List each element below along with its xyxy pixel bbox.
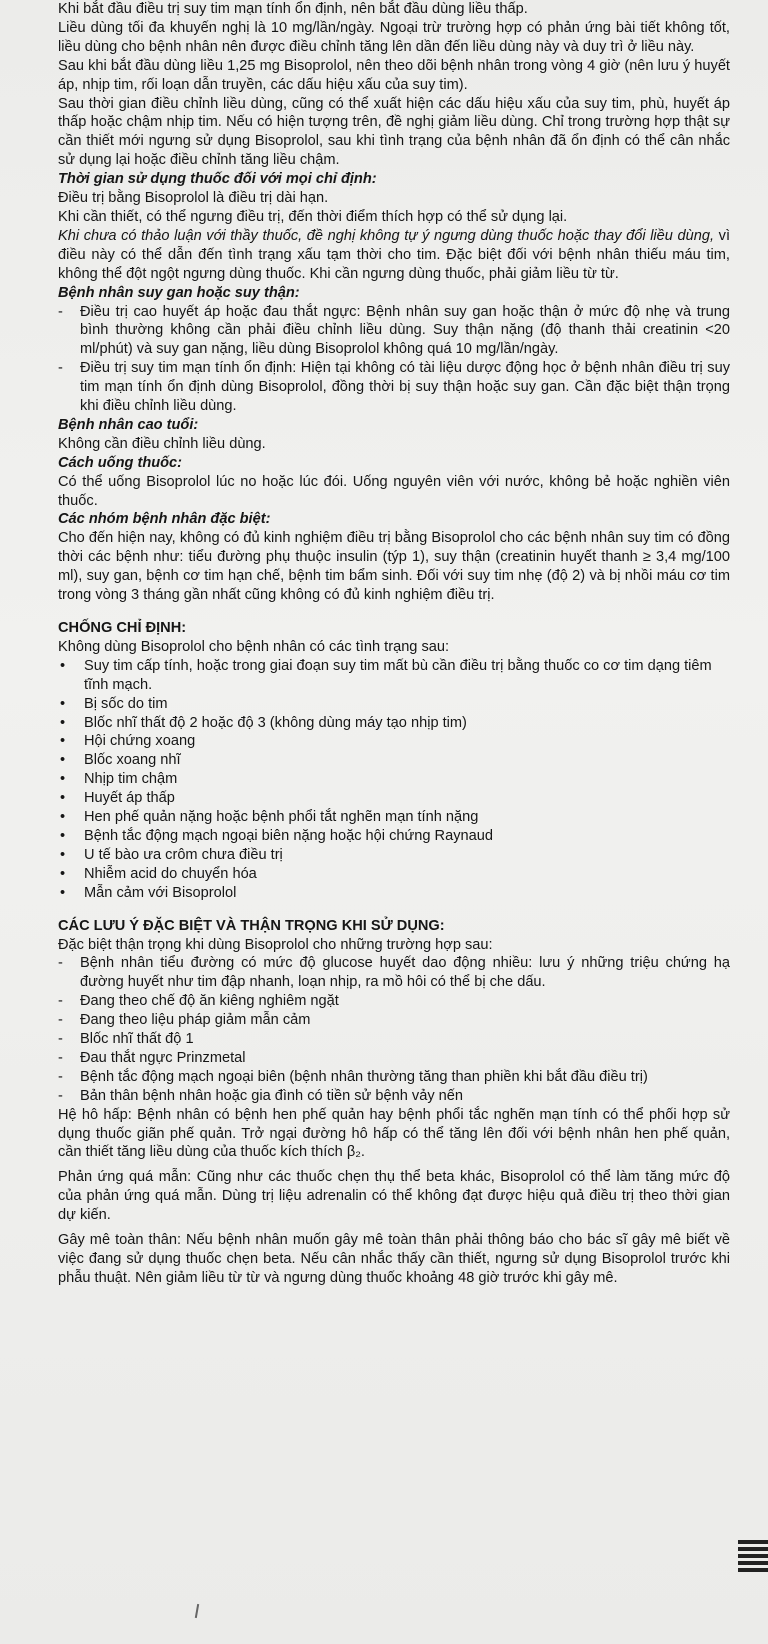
list-item: • Bị sốc do tim (60, 695, 168, 712)
special-groups-text: Cho đến hiện nay, không có đủ kinh nghiệm điều trị bằng Bisoprolol cho các bệnh nhân suy tim có đồng thời các bệnh như: tiểu đường phụ thuộc insulin (týp 1), suy thận (creatinin huyết thanh ≥ 3,4 mg/100 ml), suy gan, bệnh cơ tim hạn chế, bệnh tim bẩm sinh. Đối với suy tim nhẹ (độ 2) và bị nhồi máu cơ tim trong vòng 3 tháng gần nhất cũng không có đủ kinh nghiệm điều trị. (58, 530, 730, 604)
administration-heading: Cách uống thuốc: (58, 454, 183, 471)
administration-text: Có thể uống Bisoprolol lúc no hoặc lúc đói. Uống nguyên viên với nước, không bẻ hoặc nghiền viên thuốc. (58, 473, 730, 509)
leaflet-text (58, 0, 730, 1288)
list-item: • Huyết áp thấp (60, 790, 175, 807)
renal-heading: Bệnh nhân suy gan hoặc suy thận: (58, 284, 300, 301)
list-item: • Hội chứng xoang (60, 733, 196, 750)
list-item: • Hen phế quản nặng hoặc bệnh phổi tắt nghẽn mạn tính nặng (60, 809, 479, 826)
duration-warning: Khi chưa có thảo luận với thầy thuốc, đề nghị không tự ý ngưng dùng thuốc hoặc thay đổi liều dùng, (58, 227, 715, 244)
dosing-max: Liều dùng tối đa khuyến nghị là 10 mg/lần/ngày. Ngoại trừ trường hợp có phản ứng bài tiết không tốt, liều dùng cho bệnh nhân nên được điều chỉnh tăng lên dần đến liều dùng này và duy trì ở liều này. (58, 19, 730, 55)
respiratory-text: Hệ hô hấp: Bệnh nhân có bệnh hen phế quản hay bệnh phổi tắc nghẽn mạn tính có thể phối hợp sử dụng thuốc giãn phế quản. Trở ngại đường hô hấp có thể tăng lên đối với bệnh nhân hen phế quản, cần thiết tăng liều dùng của thuốc kích thích β₂. (58, 1106, 730, 1161)
list-item: • Mẫn cảm với Bisoprolol (60, 884, 237, 901)
dosing-adjust: Sau thời gian điều chỉnh liều dùng, cũng có thể xuất hiện các dấu hiệu xấu của suy tim, phù, huyết áp thấp hoặc chậm nhịp tim. Nếu có hiện tượng trên, đề nghị giảm liều dùng. Chỉ trong trường hợp thật sự cần thiết mới ngưng sử dụng Bisoprolol, sau khi tình trạng của bệnh nhân đã ổn định có thể cân nhắc sử dụng lại hoặc điều chỉnh tăng liều chậm. (58, 95, 730, 169)
list-item: - Bệnh nhân tiểu đường có mức độ glucose huyết dao động nhiều: lưu ý những triệu chứng hạ đường huyết như tim đập nhanh, loạn nhịp, ra mồ hôi có thể bị che dấu. (58, 955, 730, 991)
list-item: - Đang theo liệu pháp giảm mẫn cảm (58, 1012, 311, 1029)
elderly-heading: Bệnh nhân cao tuổi: (58, 416, 199, 433)
duration-p2: Khi cần thiết, có thể ngưng điều trị, đến thời điểm thích hợp có thể sử dụng lại. (58, 208, 568, 225)
fold-mark (195, 1604, 199, 1618)
list-item: • Bệnh tắc động mạch ngoại biên nặng hoặc hội chứng Raynaud (60, 827, 493, 844)
duration-heading: Thời gian sử dụng thuốc đối với mọi chỉ định: (58, 171, 377, 188)
list-item: • U tế bào ưa crôm chưa điều trị (60, 846, 283, 863)
list-item: - Đau thắt ngực Prinzmetal (58, 1049, 246, 1066)
precautions-heading: CÁC LƯU Ý ĐẶC BIỆT VÀ THẬN TRỌNG KHI SỬ DỤNG: (58, 917, 445, 934)
list-item: • Suy tim cấp tính, hoặc trong giai đoạn suy tim mất bù cần điều trị bằng thuốc co cơ tim dạng tiêm tĩnh mạch. (60, 657, 712, 693)
list-item: - Điều trị suy tim mạn tính ổn định: Hiện tại không có tài liệu dược động học ở bệnh nhân điều trị suy tim mạn tính ổn định dùng Bisoprolol, đồng thời bị suy thận hoặc suy gan. Cần đặc biệt thận trọng khi điều chỉnh liều dùng. (58, 360, 730, 415)
list-item: • Nhịp tim chậm (60, 771, 178, 788)
contraindications-heading: CHỐNG CHỈ ĐỊNH: (58, 620, 187, 636)
dosing-start: Khi bắt đầu điều trị suy tim mạn tính ổn định, nên bắt đầu dùng liều thấp. (58, 1, 528, 17)
list-item: - Bản thân bệnh nhân hoặc gia đình có tiền sử bệnh vảy nến (58, 1087, 464, 1104)
contraindications-intro: Không dùng Bisoprolol cho bệnh nhân có các tình trạng sau: (58, 638, 450, 655)
dosing-monitor: Sau khi bắt đầu dùng liều 1,25 mg Bisoprolol, nên theo dõi bệnh nhân trong vòng 4 giờ (nên lưu ý huyết áp, nhịp tim, rối loạn dẫn truyền, các dấu hiệu xấu của suy tim). (58, 57, 730, 93)
elderly-text: Không cần điều chỉnh liều dùng. (58, 435, 266, 452)
hypersensitivity-text: Phản ứng quá mẫn: Cũng như các thuốc chẹn thụ thể beta khác, Bisoprolol có thể làm tăng mức độ của phản ứng quá mẫn. Dùng trị liệu adrenalin có thể không đạt được hiệu quả điều trị theo thời gian dự kiến. (58, 1169, 730, 1224)
list-item: • Blốc xoang nhĩ (60, 752, 181, 769)
list-item: • Nhiễm acid do chuyển hóa (60, 865, 257, 882)
anesthesia-text: Gây mê toàn thân: Nếu bệnh nhân muốn gây mê toàn thân phải thông báo cho bác sĩ gây mê biết về việc đang sử dụng thuốc chẹn beta. Nếu cân nhắc thấy cần thiết, ngưng sử dụng Bisoprolol trước khi phẫu thuật. Nên giảm liều từ từ và ngưng dùng thuốc khoảng 48 giờ trước khi gây mê. (58, 1232, 730, 1286)
duration-p1: Điều trị bằng Bisoprolol là điều trị dài hạn. (58, 190, 329, 207)
list-item: - Blốc nhĩ thất độ 1 (58, 1031, 194, 1048)
list-item: - Điều trị cao huyết áp hoặc đau thắt ngực: Bệnh nhân suy gan hoặc thận ở mức độ nhẹ và trung bình thường không cần phải điều chỉnh liều dùng. Suy thận nặng (độ thanh thải creatinin <20 ml/phút) và suy gan nặng, liều dùng Bisoprolol không quá 10 mg/lần/ngày. (58, 303, 730, 358)
list-item: - Bệnh tắc động mạch ngoại biên (bệnh nhân thường tăng than phiền khi bắt đầu điều trị) (58, 1068, 648, 1085)
list-item: - Đang theo chế độ ăn kiêng nghiêm ngặt (58, 993, 339, 1010)
special-groups-heading: Các nhóm bệnh nhân đặc biệt: (58, 511, 271, 528)
precautions-intro: Đặc biệt thận trọng khi dùng Bisoprolol cho những trường hợp sau: (58, 936, 493, 953)
list-item: • Blốc nhĩ thất độ 2 hoặc độ 3 (không dùng máy tạo nhịp tim) (60, 714, 467, 731)
edge-print-marks (738, 1540, 768, 1575)
duration-detail: vì điều này có thể dẫn đến tình trạng xấu tạm thời cho tim. Đặc biệt đối với bệnh nhân thiếu máu tim, không thể đột ngột ngưng dùng thuốc. Khi cần ngưng dùng thuốc, phải giảm liều từ từ. (58, 227, 731, 282)
duration-p3 (58, 227, 730, 284)
